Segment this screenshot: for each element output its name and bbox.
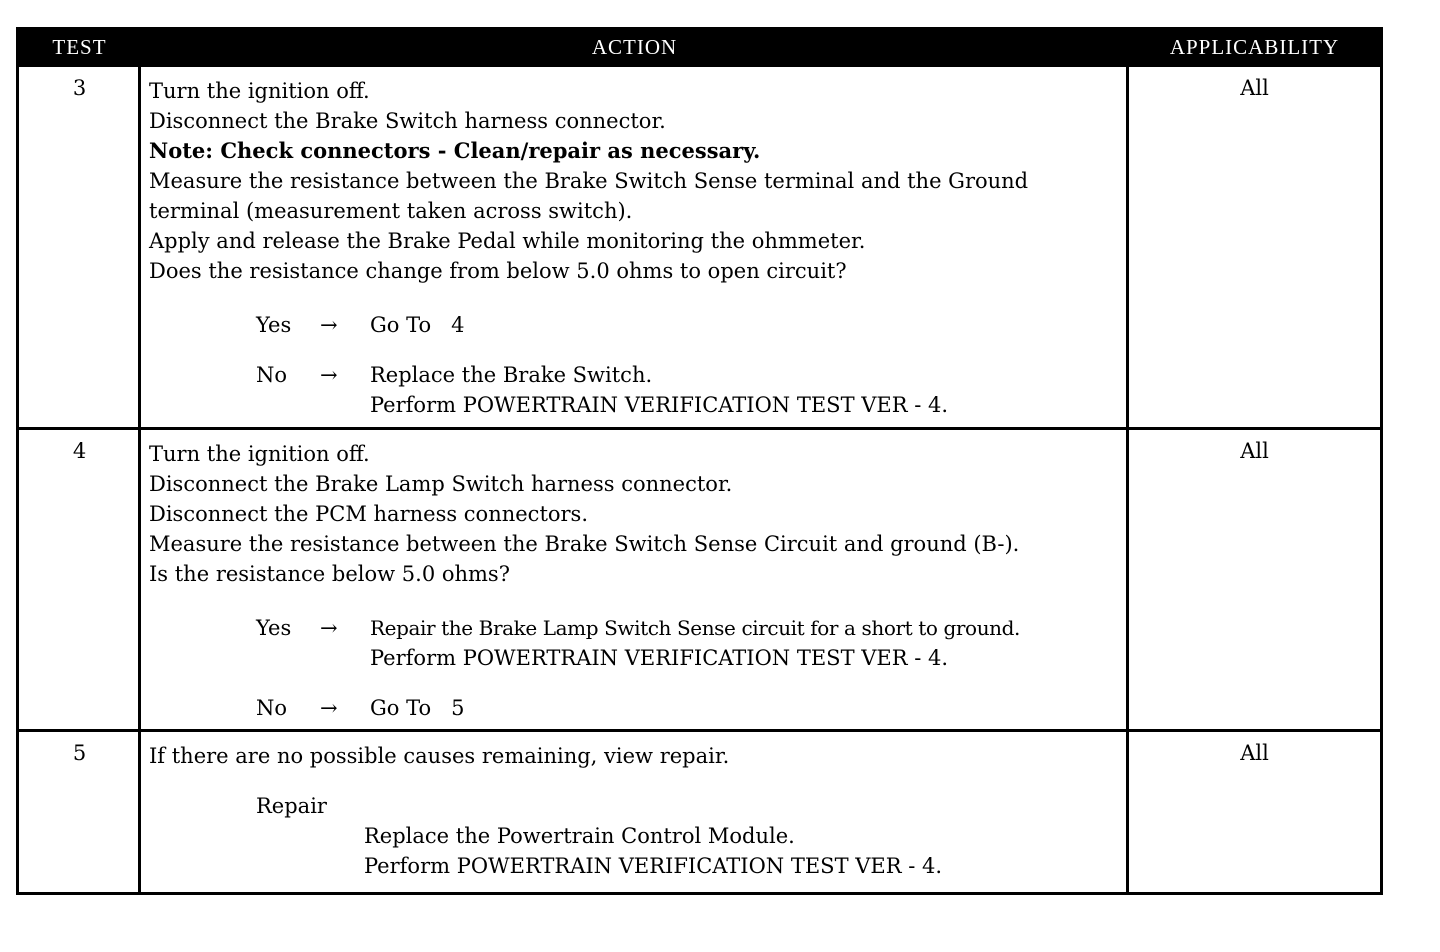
action-line: Disconnect the Brake Lamp Switch harness connector. <box>149 472 733 496</box>
action-line: If there are no possible causes remaining, view repair. <box>149 744 730 768</box>
header-test: TEST <box>52 35 107 59</box>
header-action: ACTION <box>591 35 678 59</box>
header-applicability: APPLICABILITY <box>1169 35 1340 59</box>
repair-label: Repair <box>256 794 327 818</box>
no-label: No <box>256 696 288 720</box>
action-line: terminal (measurement taken across switch). <box>149 199 633 223</box>
row-divider <box>19 427 1380 430</box>
repair-step: Perform POWERTRAIN VERIFICATION TEST VER - 4. <box>364 854 943 878</box>
yes-label: Yes <box>256 313 292 337</box>
arrow-right-icon: → <box>320 313 338 337</box>
action-line: Disconnect the PCM harness connectors. <box>149 502 589 526</box>
applicability-value: All <box>1240 76 1269 100</box>
diagnostic-table <box>16 27 1383 895</box>
action-cell <box>149 741 1134 878</box>
action-line: Disconnect the Brake Switch harness connector. <box>149 109 666 133</box>
column-divider <box>138 67 141 892</box>
test-number: 4 <box>72 439 87 463</box>
action-cell <box>149 439 1134 720</box>
action-line: Turn the ignition off. <box>149 79 370 103</box>
action-line: Is the resistance below 5.0 ohms? <box>149 562 510 586</box>
table-header <box>19 30 1380 67</box>
action-cell <box>149 76 1134 417</box>
action-line: Turn the ignition off. <box>149 442 370 466</box>
action-line: Measure the resistance between the Brake Switch Sense Circuit and ground (B-). <box>149 532 1020 556</box>
test-number: 5 <box>72 741 87 765</box>
action-line: Does the resistance change from below 5.0 ohms to open circuit? <box>149 259 847 283</box>
no-label: No <box>256 363 288 387</box>
no-result: Replace the Brake Switch. <box>370 363 653 387</box>
no-result: Go To 5 <box>370 696 465 720</box>
yes-label: Yes <box>256 616 292 640</box>
action-line: Apply and release the Brake Pedal while monitoring the ohmmeter. <box>149 229 866 253</box>
yes-result: Perform POWERTRAIN VERIFICATION TEST VER - 4. <box>370 646 949 670</box>
action-line: Measure the resistance between the Brake Switch Sense terminal and the Ground <box>149 169 1029 193</box>
arrow-right-icon: → <box>320 363 338 387</box>
row-divider <box>19 729 1380 732</box>
test-number: 3 <box>72 76 87 100</box>
applicability-value: All <box>1240 741 1269 765</box>
yes-result: Go To 4 <box>370 313 465 337</box>
action-note: Note: Check connectors - Clean/repair as necessary. <box>149 138 761 163</box>
no-result: Perform POWERTRAIN VERIFICATION TEST VER - 4. <box>370 393 949 417</box>
repair-step: Replace the Powertrain Control Module. <box>364 824 795 848</box>
applicability-value: All <box>1240 439 1269 463</box>
arrow-right-icon: → <box>320 616 338 640</box>
arrow-right-icon: → <box>320 696 338 720</box>
yes-result: Repair the Brake Lamp Switch Sense circuit for a short to ground. <box>370 616 1021 640</box>
